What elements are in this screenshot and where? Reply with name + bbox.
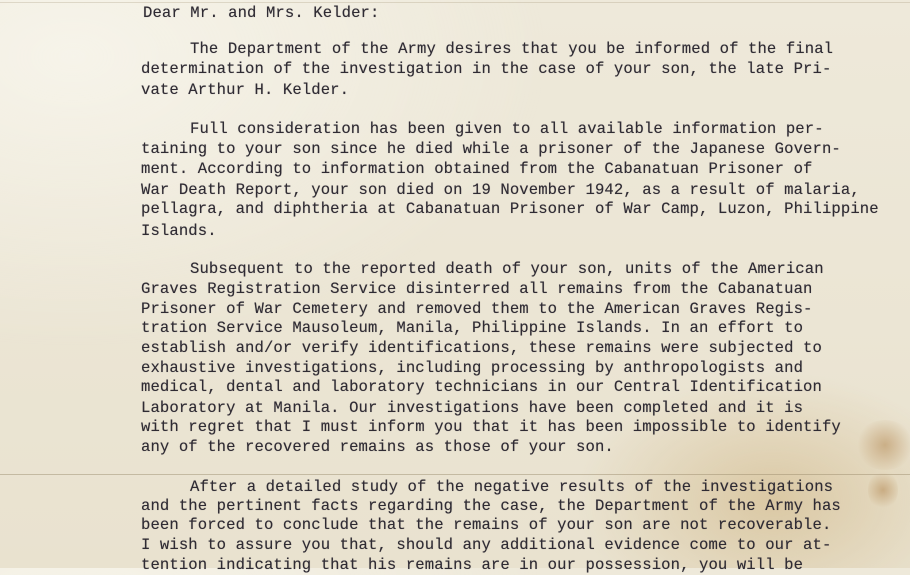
letter-line: Laboratory at Manila. Our investigations have been completed and it is xyxy=(141,399,804,417)
paper-stain xyxy=(868,470,898,510)
letter-line: with regret that I must inform you that it has been impossible to identify xyxy=(141,418,841,436)
letter-line: any of the recovered remains as those of your son. xyxy=(141,438,614,456)
letter-line: determination of the investigation in the case of your son, the late Pri- xyxy=(141,60,832,78)
letter-line: establish and/or verify identifications, these remains were subjected to xyxy=(141,339,822,357)
letter-line: tention indicating that his remains are in our possession, you will be xyxy=(141,556,804,574)
letter-line: Subsequent to the reported death of your son, units of the American xyxy=(190,260,824,278)
letter-line: and the pertinent facts regarding the case, the Department of the Army has xyxy=(141,497,841,515)
letter-line: ment. According to information obtained from the Cabanatuan Prisoner of xyxy=(141,160,813,178)
paper-stain xyxy=(855,420,910,470)
letter-line: Graves Registration Service disinterred all remains from the Cabanatuan xyxy=(141,280,813,298)
letter-line: War Death Report, your son died on 19 November 1942, as a result of malaria, xyxy=(141,181,860,199)
letter-line: medical, dental and laboratory technicians in our Central Identification xyxy=(141,378,822,396)
salutation: Dear Mr. and Mrs. Kelder: xyxy=(143,4,380,22)
paper-fold-line xyxy=(0,474,910,475)
letter-line: Full consideration has been given to all available information per- xyxy=(190,120,824,138)
letter-line: taining to your son since he died while a prisoner of the Japanese Govern- xyxy=(141,140,841,158)
letter-line: Islands. xyxy=(141,222,217,240)
letter-line: exhaustive investigations, including processing by anthropologists and xyxy=(141,359,804,377)
letter-line: tration Service Mausoleum, Manila, Philippine Islands. In an effort to xyxy=(141,319,804,337)
letter-line: vate Arthur H. Kelder. xyxy=(141,81,350,99)
letter-line: After a detailed study of the negative results of the investigations xyxy=(190,478,834,496)
letter-line: been forced to conclude that the remains of your son are not recoverable. xyxy=(141,516,832,534)
letter-line: The Department of the Army desires that you be informed of the final xyxy=(190,40,834,58)
paper-fold-line xyxy=(0,2,910,3)
letter-line: I wish to assure you that, should any additional evidence come to our at- xyxy=(141,536,832,554)
letter-line: pellagra, and diphtheria at Cabanatuan Prisoner of War Camp, Luzon, Philippine xyxy=(141,200,879,218)
letter-line: Prisoner of War Cemetery and removed them to the American Graves Regis- xyxy=(141,300,813,318)
